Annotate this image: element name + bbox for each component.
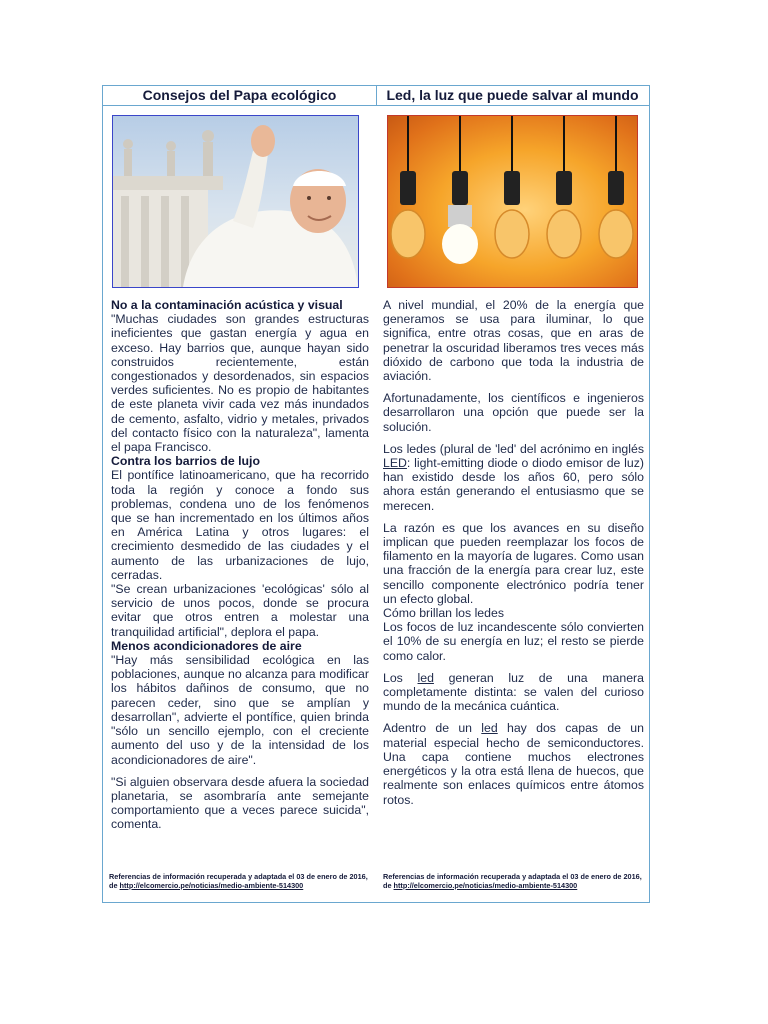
text-span: : light-emitting diode o diodo emisor de luz) han existido desde los años 60, pero sólo ahora están generando el entusiasmo que se merecen.	[383, 456, 644, 513]
light-bulbs-photo	[387, 115, 638, 288]
text-span: Los	[383, 670, 418, 685]
left-paragraph: "Muchas ciudades son grandes estructuras ineficientes que gastan energía y agua en exceso. Hay barrios que, aunque hayan sido construidos recientemente, están congestionados y desordenados, sin espacios verdes suficientes. No es propio de habitantes de este planeta vivir cada vez más inundados de cemento, asfalto, vidrio y metales, privados del contacto físico con la naturaleza", lamenta el papa Francisco.	[111, 312, 369, 455]
right-title: Led, la luz que puede salvar al mundo	[386, 87, 639, 103]
right-paragraph: Afortunadamente, los científicos e ingenieros desarrollaron una opción que puede ser la solución.	[383, 391, 644, 434]
header-row	[103, 86, 649, 106]
reference-link[interactable]: http://elcomercio.pe/noticias/medio-ambiente-514300	[119, 881, 304, 890]
left-title: Consejos del Papa ecológico	[142, 87, 337, 103]
left-paragraph: "Hay más sensibilidad ecológica en las poblaciones, aunque no alcanza para modificar los hábitos dañinos de consumo, que no parecen ceder, sino que se amplían y desarrollan", advierte el pontífice, quien brinda "sólo un sencillo ejemplo, con el creciente aumento del uso y de la intensidad de los acondicionadores de aire".	[111, 653, 369, 767]
subheading-como-brillan: Cómo brillan los ledes	[383, 606, 504, 621]
right-article-text	[383, 298, 644, 807]
right-paragraph	[383, 721, 644, 806]
pope-photo	[112, 115, 359, 288]
led-link[interactable]: led	[481, 721, 498, 736]
led-link[interactable]: LED	[383, 456, 407, 471]
heading-acondicionadores: Menos acondicionadores de aire	[111, 638, 302, 653]
right-paragraph: La razón es que los avances en su diseño implican que pueden reemplazar los focos de filamento en la mayoría de lugares. Como usan una fracción de la energía para crear luz, este sencillo componente electrónico podría tener un efecto global.	[383, 520, 644, 606]
right-paragraph	[383, 442, 644, 513]
heading-contaminacion: No a la contaminación acústica y visual	[111, 298, 343, 312]
reference-text: Referencias de información recuperada y adaptada el 03 de enero de 2016, de	[109, 872, 368, 890]
text-span: hay dos capas de un material especial hecho de semiconductores. Una capa contiene muchos electrones energéticos y la otra está llena de huecos, que realmente son enlaces químicos entre átomos rotos.	[383, 721, 644, 807]
text-span: Los ledes (plural de 'led' del acrónimo en inglés	[383, 441, 644, 456]
left-paragraph: El pontífice latinoamericano, que ha recorrido toda la región y conoce a fondo sus problemas, condena uno de los fenómenos que se han incrementado en los últimos años en América Latina y otros lugares: el crecimiento desmedido de las ciudades y el aumento de las urbanizaciones de lujo, cerradas.	[111, 468, 369, 582]
article-frame	[102, 85, 650, 903]
right-paragraph: Los focos de luz incandescente sólo convierten el 10% de su energía en luz; el resto se pierde como calor.	[383, 620, 644, 663]
right-reference	[383, 872, 647, 890]
right-paragraph	[383, 671, 644, 714]
led-link[interactable]: led	[417, 670, 434, 685]
left-paragraph: "Se crean urbanizaciones 'ecológicas' sólo al servicio de unos pocos, donde se procura evitar que otros entren a molestar una tranquilidad artificial", deplora el papa.	[111, 582, 369, 639]
right-paragraph: A nivel mundial, el 20% de la energía que generamos se usa para iluminar, lo que significa, entre otras cosas, que en aras de penetrar la oscuridad liberamos tres veces más dióxido de carbono que toda la industria de aviación.	[383, 298, 644, 384]
reference-text: Referencias de información recuperada y adaptada el 03 de enero de 2016, de	[383, 872, 642, 890]
text-span: Adentro de un	[383, 721, 482, 736]
heading-barrios-lujo: Contra los barrios de lujo	[111, 454, 260, 469]
left-article-text	[111, 298, 369, 832]
left-paragraph: "Si alguien observara desde afuera la sociedad planetaria, se asombraría ante semejante comportamiento que a veces parece suicida", comenta.	[111, 774, 369, 832]
text-span: generan luz de una manera completamente distinta: se valen del curioso mundo de la mecánica cuántica.	[383, 670, 644, 714]
left-reference	[109, 872, 369, 890]
reference-link[interactable]: http://elcomercio.pe/noticias/medio-ambiente-514300	[393, 881, 578, 890]
